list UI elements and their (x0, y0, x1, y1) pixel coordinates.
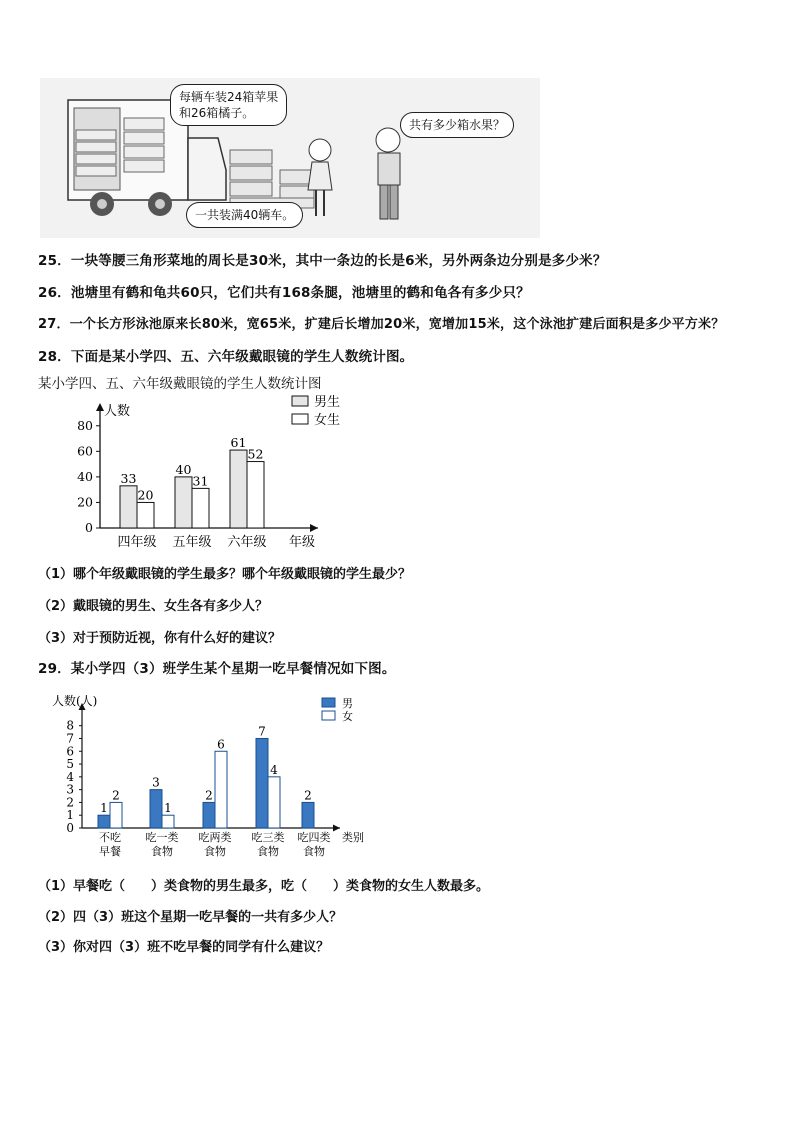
y-tick-label: 4 (66, 769, 74, 784)
data-label: 2 (112, 788, 120, 803)
bar (110, 802, 122, 828)
y-tick-label: 40 (77, 468, 93, 484)
data-label: 20 (137, 487, 154, 503)
question-29-2: （2）四（3）班这个星期一吃早餐的一共有多少人？ (38, 910, 343, 925)
bar (247, 462, 264, 528)
y-tick-label: 20 (77, 494, 93, 510)
bubble-text: 每辆车装24箱苹果 (179, 90, 279, 104)
data-label: 7 (258, 724, 266, 739)
x-tick-label: 不吃 (99, 831, 121, 844)
x-tick-label: 吃三类 (251, 831, 285, 844)
data-label: 33 (120, 470, 137, 486)
bar (162, 815, 174, 828)
data-label: 2 (205, 788, 213, 803)
glasses-chart (60, 388, 360, 553)
x-axis-arrow-icon (333, 825, 340, 832)
bar (203, 802, 215, 828)
bar (120, 486, 137, 528)
bar (150, 790, 162, 828)
speech-bubble-truck (170, 84, 287, 126)
x-tick-label: 食物 (257, 845, 279, 858)
bar (98, 815, 110, 828)
y-tick-label: 0 (85, 520, 93, 535)
legend-swatch (292, 396, 308, 406)
y-tick-label: 0 (66, 821, 74, 835)
y-tick-label: 1 (66, 808, 74, 823)
speech-bubble-boy: 共有多少箱水果？ (400, 112, 514, 138)
x-axis-label: 年级 (288, 535, 316, 550)
data-label: 4 (270, 762, 278, 777)
legend-swatch (322, 711, 335, 720)
bar (175, 477, 192, 528)
data-label: 61 (230, 435, 247, 451)
data-label: 52 (247, 446, 264, 462)
y-tick-label: 2 (66, 795, 74, 810)
y-tick-label: 3 (66, 782, 74, 797)
y-tick-label: 60 (77, 443, 93, 459)
x-tick-label: 吃一类 (145, 831, 179, 844)
question-28-3: （3）对于预防近视，你有什么好的建议？ (38, 631, 282, 646)
x-tick-label: 食物 (204, 845, 226, 858)
x-tick-label: 四年级 (117, 535, 157, 550)
x-tick-label: 吃四类 (297, 831, 331, 844)
y-tick-label: 80 (77, 417, 93, 433)
question-26: 26．池塘里有鹤和龟共60只，它们共有168条腿，池塘里的鹤和龟各有多少只？ (38, 285, 530, 301)
bar (268, 777, 280, 828)
y-axis-label: 人数(人) (52, 694, 98, 708)
bar (302, 802, 314, 828)
bar (137, 502, 154, 528)
data-label: 3 (152, 775, 160, 790)
x-axis-arrow-icon (310, 524, 318, 532)
data-label: 40 (175, 461, 192, 477)
data-label: 2 (304, 788, 312, 803)
bar (256, 738, 268, 828)
question-28: 28．下面是某小学四、五、六年级戴眼镜的学生人数统计图。 (38, 349, 414, 365)
x-tick-label: 早餐 (99, 845, 121, 858)
question-29: 29．某小学四（3）班学生某个星期一吃早餐情况如下图。 (38, 661, 396, 677)
x-tick-label: 五年级 (172, 535, 212, 550)
y-tick-label: 7 (66, 731, 74, 746)
x-axis-label: 类别 (342, 831, 364, 844)
legend-label: 女 (342, 710, 353, 723)
question-29-1: （1）早餐吃（ ）类食物的男生最多，吃（ ）类食物的女生人数最多。 (38, 879, 490, 894)
legend-label: 男生 (314, 395, 341, 410)
legend-swatch (292, 414, 308, 424)
y-tick-label: 5 (66, 757, 74, 772)
question-27: 27．一个长方形泳池原来长80米，宽65米，扩建后长增加20米，宽增加15米，这个泳池扩建后面积是多少平方米？ (38, 317, 725, 332)
speech-bubble-girl: 一共装满40辆车。 (186, 202, 303, 228)
y-axis-arrow-icon (96, 403, 104, 411)
x-tick-label: 食物 (151, 845, 173, 858)
data-label: 1 (164, 801, 172, 816)
question-25: 25．一块等腰三角形菜地的周长是30米，其中一条边的长是6米，另外两条边分别是多少米？ (38, 253, 607, 269)
chart-title: 某小学四、五、六年级戴眼镜的学生人数统计图 (38, 376, 322, 392)
y-tick-label: 8 (66, 718, 74, 733)
legend-swatch (322, 698, 335, 707)
y-tick-label: 6 (66, 744, 74, 759)
legend-label: 女生 (314, 413, 341, 428)
x-tick-label: 食物 (303, 845, 325, 858)
data-label: 6 (217, 737, 225, 752)
bar (230, 450, 247, 528)
question-28-2: （2）戴眼镜的男生、女生各有多少人？ (38, 599, 269, 614)
y-axis-label: 人数 (104, 404, 131, 419)
question-28-1: （1）哪个年级戴眼镜的学生最多？哪个年级戴眼镜的学生最少？ (38, 567, 412, 582)
data-label: 1 (100, 801, 108, 816)
legend-label: 男 (342, 697, 353, 710)
x-tick-label: 六年级 (227, 535, 267, 550)
question-29-3: （3）你对四（3）班不吃早餐的同学有什么建议？ (38, 940, 330, 955)
bubble-text: 和26箱橘子。 (179, 106, 255, 120)
x-tick-label: 吃两类 (198, 831, 232, 844)
breakfast-chart (50, 688, 380, 863)
bar (215, 751, 227, 828)
bar (192, 488, 209, 528)
data-label: 31 (192, 473, 209, 489)
